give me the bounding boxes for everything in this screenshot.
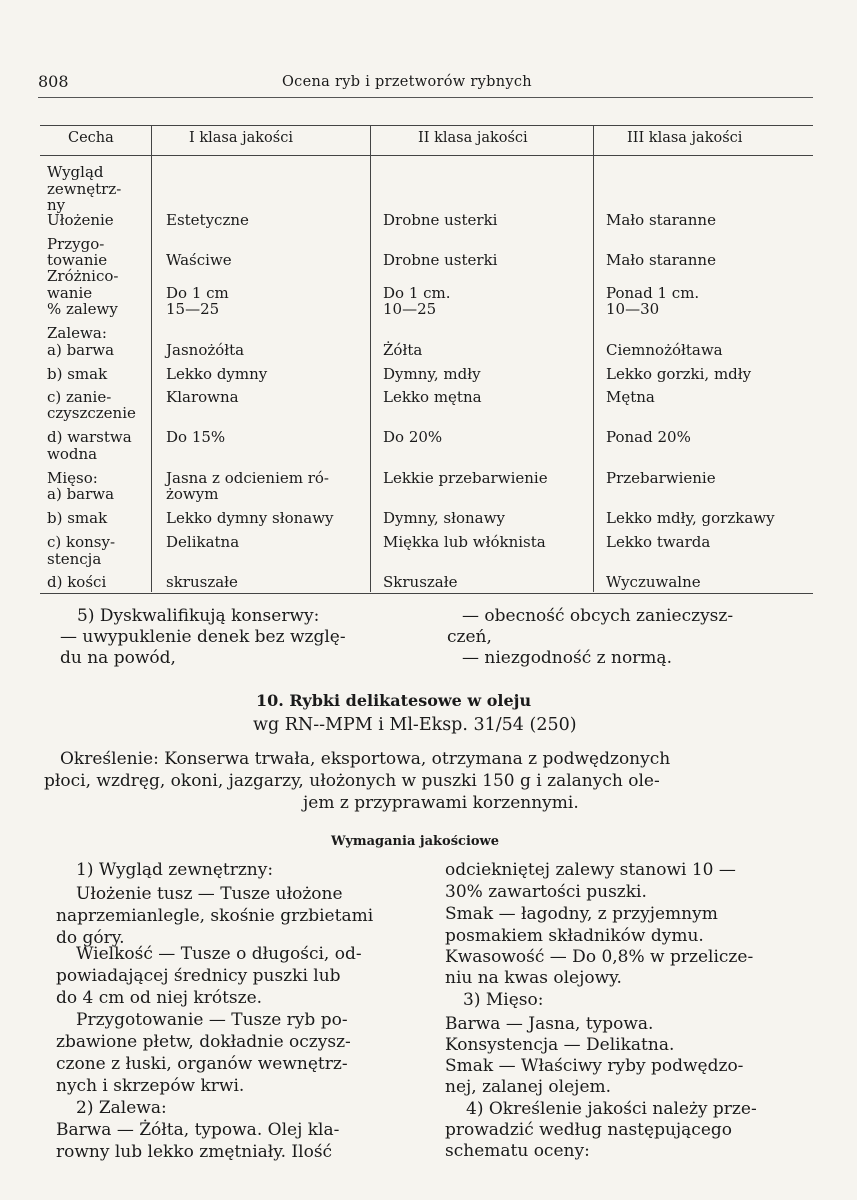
text-line: Barwa — Jasna, typowa.: [445, 1014, 654, 1034]
section-title: 10. Rybki delikatesowe w oleju: [256, 691, 532, 710]
text-line: 4) Określenie jakości należy prze-: [466, 1099, 757, 1119]
table-cell: ny: [47, 196, 66, 214]
text-line: jem z przyprawami korzennymi.: [303, 793, 579, 813]
table-col-divider: [593, 126, 594, 592]
table-cell: 15—25: [166, 300, 220, 318]
table-cell: towanie: [47, 251, 108, 269]
running-title: Ocena ryb i przetworów rybnych: [282, 74, 532, 90]
table-cell: Zróżnico-: [47, 267, 119, 285]
text-line: Określenie: Konserwa trwała, eksportowa, otrzymana z podwędzonych: [60, 749, 671, 769]
table-cell: a) barwa: [47, 341, 115, 359]
page-number: 808: [38, 72, 69, 91]
text-line: du na powód,: [60, 648, 176, 668]
text-line: Wielkość — Tusze o długości, od-: [76, 944, 362, 964]
text-line: naprzemianlegle, skośnie grzbietami: [56, 906, 374, 926]
table-cell: Dymny, słonawy: [383, 509, 505, 527]
table-cell: Jasnożółta: [166, 341, 245, 359]
table-cell: Ułożenie: [47, 211, 114, 229]
text-line: nej, zalanej olejem.: [445, 1077, 612, 1097]
table-cell: Żółta: [383, 341, 423, 359]
text-line: Smak — Właściwy ryby podwędzo-: [445, 1056, 744, 1076]
table-cell: Skruszałe: [383, 573, 458, 591]
table-col-divider: [370, 126, 371, 592]
text-line: posmakiem składników dymu.: [445, 926, 704, 946]
text-line: do góry.: [56, 928, 125, 948]
table-cell: zewnętrz-: [47, 180, 122, 198]
table-header-rule: [40, 155, 813, 156]
text-line: Smak — łagodny, z przyjemnym: [445, 904, 718, 924]
table-cell: d) warstwa: [47, 428, 132, 446]
table-cell: Dymny, mdły: [383, 365, 481, 383]
table-cell: Mało staranne: [606, 211, 716, 229]
table-cell: 10—30: [606, 300, 660, 318]
table-cell: Drobne usterki: [383, 251, 498, 269]
table-cell: Wyczuwalne: [606, 573, 701, 591]
table-cell: wanie: [47, 284, 93, 302]
table-cell: 10—25: [383, 300, 437, 318]
table-cell: Lekko twarda: [606, 533, 711, 551]
table-cell: Lekko gorzki, mdły: [606, 365, 752, 383]
table-col-divider: [151, 126, 152, 592]
table-cell: wodna: [47, 445, 98, 463]
table-cell: Klarowna: [166, 388, 239, 406]
text-line: 2) Zalewa:: [76, 1098, 167, 1118]
table-cell: Przebarwienie: [606, 469, 716, 487]
text-line: — niezgodność z normą.: [462, 648, 672, 668]
text-line: do 4 cm od niej krótsze.: [56, 988, 263, 1008]
table-cell: Lekko mdły, gorzkawy: [606, 509, 775, 527]
table-cell: Mętna: [606, 388, 655, 406]
text-line: 30% zawartości puszki.: [445, 882, 647, 902]
table-cell: czyszczenie: [47, 404, 136, 422]
text-line: odciekniętej zalewy stanowi 10 —: [445, 860, 736, 880]
table-top-rule: [40, 125, 813, 126]
table-cell: Do 1 cm.: [383, 284, 451, 302]
table-cell: b) smak: [47, 365, 108, 383]
table-cell: Lekkie przebarwienie: [383, 469, 548, 487]
table-cell: Mięso:: [47, 469, 98, 487]
text-line: — uwypuklenie denek bez wzglę-: [60, 627, 346, 647]
table-cell: Jasna z odcieniem ró-: [166, 469, 330, 487]
table-cell: żowym: [166, 485, 219, 503]
text-line: — obecność obcych zanieczysz-: [462, 606, 734, 626]
table-cell: c) zanie-: [47, 388, 112, 406]
text-line: nych i skrzepów krwi.: [56, 1076, 245, 1096]
table-header-cell: Cecha: [68, 130, 114, 146]
table-cell: Przygo-: [47, 235, 105, 253]
table-cell: stencja: [47, 550, 102, 568]
table-bottom-rule: [40, 593, 813, 594]
text-line: schematu oceny:: [445, 1141, 590, 1161]
text-line: powiadającej średnicy puszki lub: [56, 966, 341, 986]
text-line: zbawione płetw, dokładnie oczysz-: [56, 1032, 351, 1052]
requirements-title: Wymagania jakościowe: [331, 834, 500, 849]
table-header-cell: II klasa jakości: [418, 130, 528, 146]
table-cell: Delikatna: [166, 533, 240, 551]
table-cell: Wygląd: [47, 163, 104, 181]
section-subtitle: wg RN--MPM i Ml-Eksp. 31/54 (250): [253, 715, 577, 735]
text-line: Barwa — Żółta, typowa. Olej kla-: [56, 1120, 340, 1140]
text-line: 1) Wygląd zewnętrzny:: [76, 860, 274, 880]
table-header-cell: I klasa jakości: [189, 130, 293, 146]
table-cell: % zalewy: [47, 300, 118, 318]
table-header-cell: III klasa jakości: [627, 130, 743, 146]
text-line: czeń,: [447, 627, 492, 647]
table-cell: Ponad 1 cm.: [606, 284, 700, 302]
header-rule: [38, 97, 813, 98]
table-cell: Miękka lub włóknista: [383, 533, 546, 551]
table-cell: skruszałe: [166, 573, 238, 591]
text-line: Konsystencja — Delikatna.: [445, 1035, 675, 1055]
text-line: czone z łuski, organów wewnętrz-: [56, 1054, 348, 1074]
table-cell: Lekko dymny: [166, 365, 268, 383]
text-line: prowadzić według następującego: [445, 1120, 733, 1140]
table-cell: c) konsy-: [47, 533, 116, 551]
table-cell: Lekko mętna: [383, 388, 482, 406]
table-cell: Mało staranne: [606, 251, 716, 269]
table-cell: Estetyczne: [166, 211, 249, 229]
table-cell: Do 20%: [383, 428, 443, 446]
text-line: płoci, wzdręg, okoni, jazgarzy, ułożonych w puszki 150 g i zalanych ole-: [44, 771, 660, 791]
table-cell: Drobne usterki: [383, 211, 498, 229]
table-cell: Zalewa:: [47, 324, 107, 342]
text-line: Kwasowość — Do 0,8% w przelicze-: [445, 947, 754, 967]
table-cell: Do 15%: [166, 428, 226, 446]
table-cell: Ponad 20%: [606, 428, 691, 446]
text-line: 3) Mięso:: [463, 990, 544, 1010]
table-cell: Waściwe: [166, 251, 232, 269]
table-cell: Ciemnożółtawa: [606, 341, 723, 359]
text-line: Przygotowanie — Tusze ryb po-: [76, 1010, 348, 1030]
text-line: rowny lub lekko zmętniały. Ilość: [56, 1142, 333, 1162]
table-cell: Do 1 cm: [166, 284, 229, 302]
text-line: niu na kwas olejowy.: [445, 968, 622, 988]
table-cell: b) smak: [47, 509, 108, 527]
table-cell: d) kości: [47, 573, 107, 591]
text-line: Ułożenie tusz — Tusze ułożone: [76, 884, 343, 904]
table-cell: a) barwa: [47, 485, 115, 503]
text-line: 5) Dyskwalifikują konserwy:: [77, 606, 320, 626]
table-cell: Lekko dymny słonawy: [166, 509, 334, 527]
